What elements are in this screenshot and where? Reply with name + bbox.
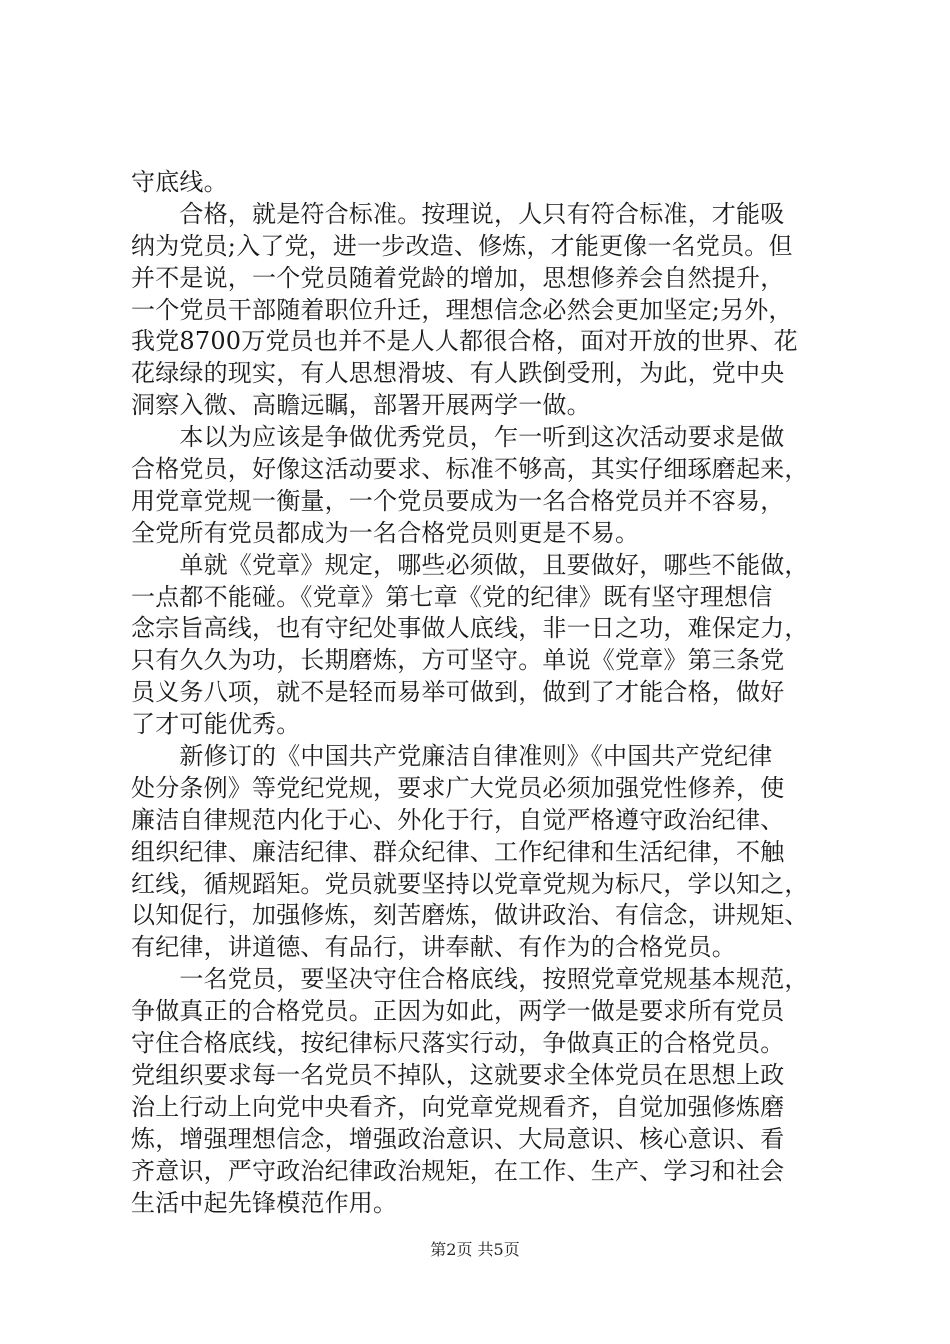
text-line: 以知促行，加强修炼，刻苦磨炼，做讲政治、有信念，讲规矩、	[131, 901, 809, 930]
text-line: 一名党员，要坚决守住合格底线，按照党章党规基本规范，	[131, 965, 809, 994]
text-line: 齐意识，严守政治纪律政治规矩，在工作、生产、学习和社会	[131, 1156, 785, 1185]
text-line: 炼，增强理想信念，增强政治意识、大局意识、核心意识、看	[131, 1124, 785, 1153]
page-number-footer: 第2页 共5页	[430, 1240, 520, 1259]
text-line: 合格，就是符合标准。按理说，人只有符合标准，才能吸	[131, 199, 785, 228]
text-line: 全党所有党员都成为一名合格党员则更是不易。	[131, 518, 640, 547]
text-line: 有纪律，讲道德、有品行，讲奉献、有作为的合格党员。	[131, 933, 736, 962]
text-line: 红线，循规蹈矩。党员就要坚持以党章党规为标尺，学以知之，	[131, 869, 809, 898]
text-line: 一点都不能碰。《党章》第七章《党的纪律》既有坚守理想信	[131, 582, 773, 611]
text-line: 洞察入微、高瞻远瞩，部署开展两学一做。	[131, 391, 591, 420]
text-line: 念宗旨高线，也有守纪处事做人底线，非一日之功，难保定力，	[131, 614, 809, 643]
text-line: 党组织要求每一名党员不掉队，这就要求全体党员在思想上政	[131, 1060, 785, 1089]
text-line: 纳为党员;入了党，进一步改造、修炼，才能更像一名党员。但	[131, 231, 793, 260]
text-line: 花绿绿的现实，有人思想滑坡、有人跌倒受刑，为此，党中央	[131, 359, 785, 388]
text-line: 守住合格底线，按纪律标尺落实行动，争做真正的合格党员。	[131, 1029, 785, 1058]
text-line: 只有久久为功，长期磨炼，方可坚守。单说《党章》第三条党	[131, 646, 785, 675]
text-line: 用党章党规一衡量，一个党员要成为一名合格党员并不容易，	[131, 486, 785, 515]
text-line: 单就《党章》规定，哪些必须做，且要做好，哪些不能做，	[131, 550, 809, 579]
text-line: 争做真正的合格党员。正因为如此，两学一做是要求所有党员	[131, 997, 785, 1026]
text-line: 了才可能优秀。	[131, 710, 301, 739]
text-line: 廉洁自律规范内化于心、外化于行，自觉严格遵守政治纪律、	[131, 805, 785, 834]
text-line: 生活中起先锋模范作用。	[131, 1188, 398, 1217]
text-line: 本以为应该是争做优秀党员，乍一听到这次活动要求是做	[131, 423, 785, 452]
document-body	[131, 167, 831, 1219]
text-line: 守底线。	[131, 168, 228, 196]
text-line: 新修订的《中国共产党廉洁自律准则》《中国共产党纪律	[131, 742, 773, 771]
text-line: 处分条例》等党纪党规，要求广大党员必须加强党性修养，使	[131, 773, 785, 802]
text-line: 合格党员，好像这活动要求、标准不够高，其实仔细琢磨起来，	[131, 455, 809, 484]
text-line: 一个党员干部随着职位升迁，理想信念必然会更加坚定;另外，	[131, 295, 793, 324]
text-line: 我党8700万党员也并不是人人都很合格，面对开放的世界、花	[131, 327, 798, 356]
text-line: 员义务八项，就不是轻而易举可做到，做到了才能合格，做好	[131, 678, 785, 707]
text-line: 组织纪律、廉洁纪律、群众纪律、工作纪律和生活纪律，不触	[131, 837, 785, 866]
text-line: 并不是说，一个党员随着党龄的增加，思想修养会自然提升，	[131, 263, 785, 292]
text-line: 治上行动上向党中央看齐，向党章党规看齐，自觉加强修炼磨	[131, 1092, 785, 1121]
